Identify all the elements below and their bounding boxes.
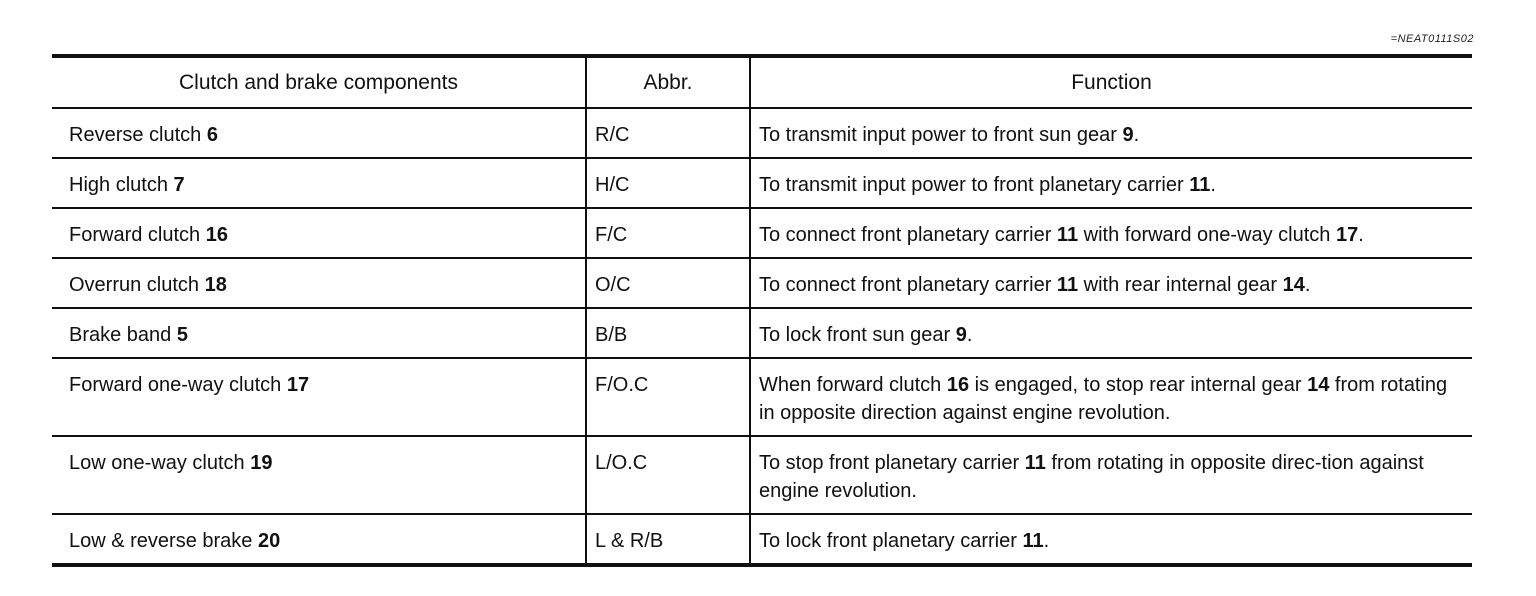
function-cell: [750, 308, 1472, 358]
function-ref-number: 14: [1307, 374, 1330, 396]
function-ref-number: 11: [1056, 274, 1079, 296]
abbr-cell: L/O.C: [586, 436, 750, 514]
table-body: [52, 108, 1472, 565]
component-name: Low & reverse brake: [69, 530, 253, 552]
abbr-cell: F/O.C: [586, 358, 750, 436]
component-cell: [52, 358, 586, 436]
function-cell: [750, 258, 1472, 308]
header-abbr: Abbr.: [586, 56, 750, 108]
component-number: 20: [257, 530, 281, 552]
component-name: High clutch: [69, 174, 168, 196]
abbr-cell: O/C: [586, 258, 750, 308]
table-row: [52, 514, 1472, 565]
component-number: 18: [204, 274, 227, 296]
function-text: When forward clutch: [759, 374, 947, 396]
component-name: Low one-way clutch: [69, 452, 245, 474]
function-ref-number: 9: [955, 324, 967, 346]
table-row: [52, 108, 1472, 158]
table-row: [52, 436, 1472, 514]
function-text: .: [1210, 174, 1216, 196]
function-text: with forward one-way clutch: [1078, 224, 1336, 246]
component-number: 16: [205, 224, 228, 246]
component-number: 5: [176, 324, 188, 346]
function-text: from rotating in opposite direction against engine revolution.: [759, 374, 1448, 424]
table-row: [52, 308, 1472, 358]
function-text: is engaged, to stop rear internal gear: [969, 374, 1308, 396]
clutch-brake-components-table: [52, 54, 1472, 567]
function-text: .: [1358, 224, 1364, 246]
function-cell: [750, 514, 1472, 565]
abbr-cell: R/C: [586, 108, 750, 158]
component-cell: [52, 208, 586, 258]
function-ref-number: 16: [946, 374, 970, 396]
function-cell: [750, 436, 1472, 514]
function-text: .: [1304, 274, 1311, 296]
component-name: Forward clutch: [69, 224, 201, 246]
component-cell: [52, 108, 586, 158]
header-function: Function: [750, 56, 1472, 108]
function-text: from rotating in opposite direc-tion against engine revolution.: [759, 452, 1424, 502]
function-text: To lock front planetary carrier: [759, 530, 1023, 552]
function-text: with rear internal gear: [1078, 274, 1283, 296]
function-ref-number: 17: [1335, 224, 1359, 246]
abbr-cell: H/C: [586, 158, 750, 208]
table-row: [52, 358, 1472, 436]
function-cell: [750, 358, 1472, 436]
function-ref-number: 11: [1022, 530, 1044, 552]
abbr-cell: B/B: [586, 308, 750, 358]
document-reference-code: =NEAT0111S02: [1390, 33, 1474, 45]
function-ref-number: 11: [1024, 452, 1046, 474]
component-number: 19: [250, 452, 273, 474]
component-name: Brake band: [69, 324, 172, 346]
table-row: [52, 208, 1472, 258]
function-cell: [750, 108, 1472, 158]
function-text: .: [1133, 124, 1140, 146]
table-row: [52, 258, 1472, 308]
component-name: Forward one-way clutch: [69, 374, 282, 396]
function-text: To connect front planetary carrier: [759, 274, 1057, 296]
function-ref-number: 14: [1282, 274, 1305, 296]
component-cell: [52, 514, 586, 565]
function-cell: [750, 158, 1472, 208]
function-text: To transmit input power to front planetary carrier: [759, 174, 1190, 196]
component-cell: [52, 158, 586, 208]
function-text: To lock front sun gear: [759, 324, 956, 346]
component-number: 6: [206, 124, 218, 146]
component-cell: [52, 258, 586, 308]
function-cell: [750, 208, 1472, 258]
component-cell: [52, 308, 586, 358]
table-header-row: [52, 56, 1472, 108]
table-row: [52, 158, 1472, 208]
component-number: 17: [286, 374, 310, 396]
function-text: .: [1043, 530, 1050, 552]
function-ref-number: 9: [1122, 124, 1134, 146]
function-text: To transmit input power to front sun gear: [759, 124, 1123, 146]
function-ref-number: 11: [1189, 174, 1211, 196]
component-number: 7: [173, 174, 185, 196]
header-component: Clutch and brake components: [52, 56, 586, 108]
function-ref-number: 11: [1056, 224, 1079, 246]
function-text: .: [966, 324, 973, 346]
component-name: Overrun clutch: [69, 274, 200, 296]
component-cell: [52, 436, 586, 514]
component-name: Reverse clutch: [69, 124, 202, 146]
function-text: To stop front planetary carrier: [759, 452, 1025, 474]
abbr-cell: F/C: [586, 208, 750, 258]
function-text: To connect front planetary carrier: [759, 224, 1057, 246]
abbr-cell: L & R/B: [586, 514, 750, 565]
